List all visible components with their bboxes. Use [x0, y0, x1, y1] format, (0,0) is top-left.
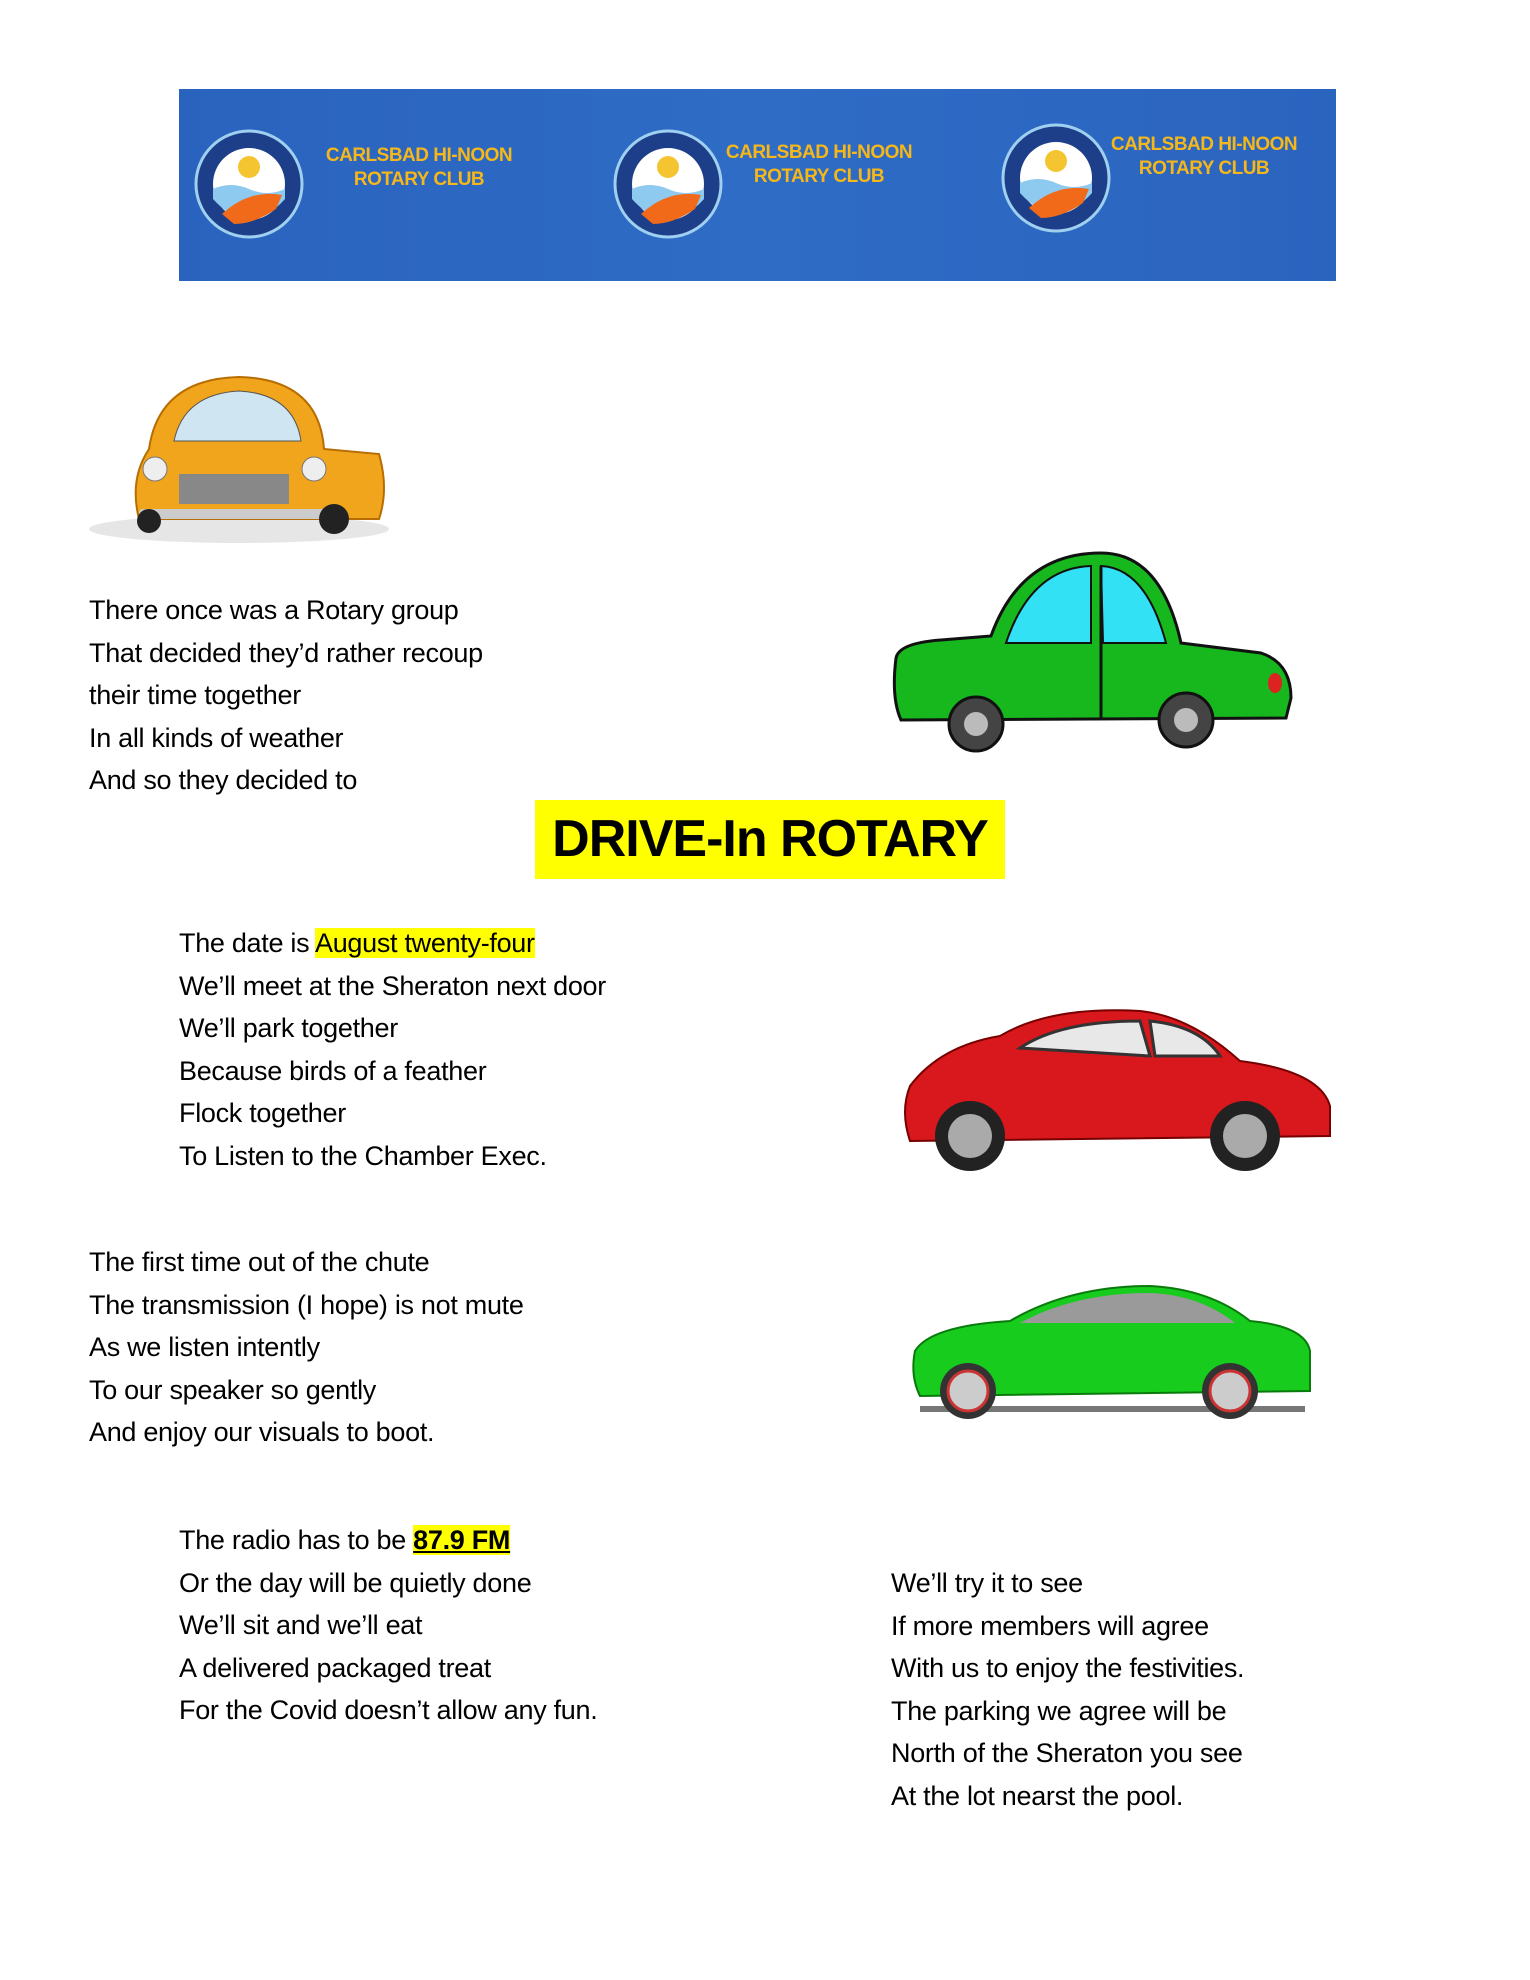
- verse-line: North of the Sheraton you see: [891, 1738, 1243, 1768]
- verse-line: To Listen to the Chamber Exec.: [179, 1140, 547, 1171]
- verse-line: The parking we agree will be: [891, 1695, 1227, 1726]
- yellow-car-image: [89, 369, 394, 544]
- green-cartoon-car-image: [891, 548, 1294, 754]
- verse-text: The date is: [179, 928, 315, 958]
- banner-text-line2: ROTARY CLUB: [353, 169, 485, 190]
- verse-line: And enjoy our visuals to boot.: [89, 1417, 435, 1447]
- verse-line: Or the day will be quietly done: [179, 1567, 532, 1598]
- verse-line: We’ll sit and we’ll eat: [179, 1610, 423, 1640]
- verse-line: The transmission (I hope) is not mute: [89, 1289, 524, 1320]
- verse-line: At the lot nearst the pool.: [891, 1780, 1184, 1811]
- verse-line: In all kinds of weather: [89, 722, 344, 753]
- verse-line: Because birds of a feather: [179, 1055, 487, 1086]
- verse-line: Flock together: [179, 1098, 346, 1128]
- verse-line: If more members will agree: [891, 1610, 1209, 1641]
- verse-line: That decided they’d rather recoup: [89, 637, 483, 668]
- verse-line: As we listen intently: [89, 1332, 320, 1362]
- verse-line: And so they decided to: [89, 765, 358, 795]
- banner-text-line1: CARLSBAD HI-NOON: [325, 145, 513, 166]
- rotary-logo: [613, 129, 723, 239]
- verse-line: We’ll try it to see: [891, 1568, 1083, 1598]
- stanza-3: [89, 1241, 524, 1454]
- verse-line: For the Covid doesn’t allow any fun.: [179, 1695, 598, 1725]
- drive-in-rotary-title: DRIVE-In ROTARY: [535, 800, 1005, 879]
- verse-line: A delivered packaged treat: [179, 1652, 491, 1683]
- verse-line: [179, 922, 606, 965]
- verse-line: We’ll meet at the Sheraton next door: [179, 970, 606, 1001]
- red-car-image: [900, 1006, 1335, 1178]
- rotary-banner: [179, 89, 1336, 281]
- banner-text-line2: ROTARY CLUB: [1138, 158, 1270, 179]
- verse-line: To our speaker so gently: [89, 1374, 376, 1405]
- verse-line: [179, 1519, 597, 1562]
- verse-line: The first time out of the chute: [89, 1247, 430, 1277]
- highlighted-radio-frequency: 87.9 FM: [413, 1525, 511, 1555]
- verse-line: With us to enjoy the festivities.: [891, 1653, 1245, 1683]
- green-sedan-image: [910, 1281, 1315, 1425]
- banner-text-line2: ROTARY CLUB: [753, 166, 885, 187]
- stanza-4: [179, 1519, 597, 1732]
- verse-line: There once was a Rotary group: [89, 595, 459, 625]
- verse-text: The radio has to be: [179, 1525, 414, 1555]
- highlighted-date: August twenty-four: [315, 928, 535, 958]
- rotary-logo: [194, 129, 304, 239]
- verse-line: their time together: [89, 680, 301, 710]
- verse-line: We’ll park together: [179, 1013, 398, 1043]
- stanza-2: [179, 922, 606, 1177]
- stanza-1: [89, 589, 483, 802]
- stanza-5: [891, 1562, 1244, 1817]
- banner-text-line1: CARLSBAD HI-NOON: [1110, 134, 1298, 155]
- banner-text-line1: CARLSBAD HI-NOON: [725, 142, 913, 163]
